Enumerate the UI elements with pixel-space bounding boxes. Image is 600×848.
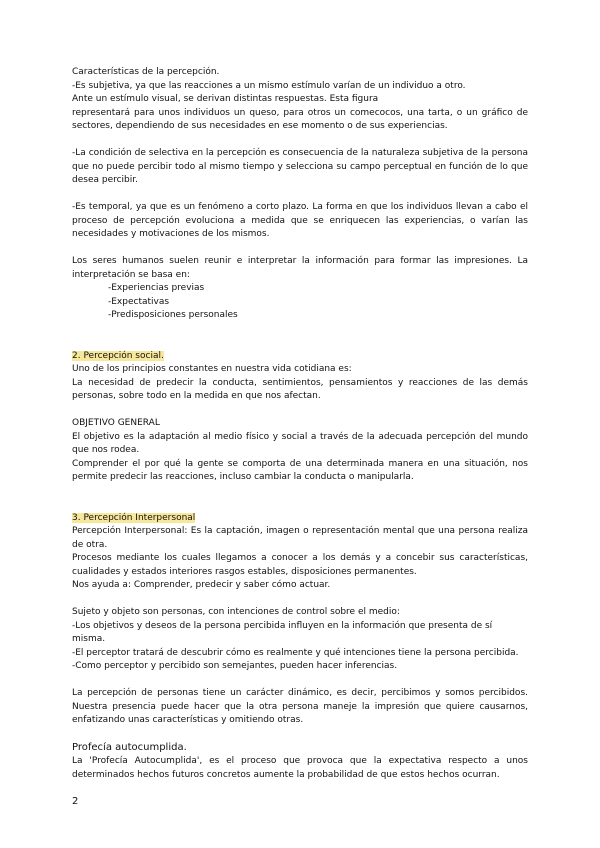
paragraph: El objetivo es la adaptación al medio físico y social a través de la adecuada percepción del mundo que nos rodea. [72, 431, 528, 455]
text-line: -Como perceptor y percibido son semejantes, pueden hacer inferencias. [72, 661, 398, 671]
list-item: -Predisposiciones personales [108, 310, 238, 320]
section-characteristics-title: Características de la percepción. [72, 67, 220, 77]
text-line: -Es subjetiva, ya que las reacciones a un mismo estímulo varían de un individuo a otro. [72, 80, 466, 91]
paragraph: -La condición de selectiva en la percepción es consecuencia de la naturaleza subjetiva de la persona que no puede percibir todo al mismo tiempo y selecciona su campo perceptual en función de lo que desea percibir. [72, 148, 528, 185]
paragraph: Los seres humanos suelen reunir e interpretar la información para formar las impresiones. La interpretación se basa en: [72, 256, 528, 280]
paragraph: La percepción de personas tiene un carácter dinámico, es decir, percibimos y somos percibidos. Nuestra presencia puede hacer que la otra persona maneje la impresión que quiere causarnos, enfatizando unas características y omitiendo otras. [72, 688, 528, 725]
paragraph: -Es temporal, ya que es un fenómeno a corto plazo. La forma en que los individuos llevan a cabo el proceso de percepción evoluciona a medida que se enriquecen las experiencias, o varían las necesidades y motivaciones de los mismos. [72, 202, 528, 239]
paragraph: Comprender el por qué la gente se comporta de una determinada manera en una situación, nos permite predecir las reacciones, incluso cambiar la conducta o manipularla. [72, 458, 528, 482]
objective-title: OBJETIVO GENERAL [72, 418, 160, 428]
page-number: 2 [72, 796, 79, 807]
text-line: Uno de los principios constantes en nuestra vida cotidiana es: [72, 364, 352, 374]
list-item: -Experiencias previas [108, 283, 205, 293]
paragraph: La necesidad de predecir la conducta, sentimientos, pensamientos y reacciones de las demás personas, sobre todo en la medida en que nos afectan. [72, 377, 528, 401]
paragraph: representará para unos individuos un queso, para otros un comecocos, una tarta, o un gráfico de sectores, dependiendo de sus necesidades en ese momento o de sus experiencias. [72, 107, 528, 131]
text-line: -Los objetivos y deseos de la persona percibida influyen en la información que presenta de sí misma. [72, 620, 493, 644]
document-page [72, 66, 528, 782]
list-item: -Expectativas [108, 296, 170, 307]
section-prophecy-title: Profecía autocumplida. [72, 742, 187, 753]
text-line: Nos ayuda a: Comprender, predecir y saber cómo actuar. [72, 580, 331, 590]
text-line: Sujeto y objeto son personas, con intenciones de control sobre el medio: [72, 607, 400, 617]
paragraph: La 'Profecía Autocumplida', es el proceso que provoca que la expectativa respecto a unos determinados hechos futuros concretos aumente la probabilidad de que estos hechos ocurran. [72, 756, 528, 780]
text-line: Ante un estímulo visual, se derivan distintas respuestas. Esta figura [72, 94, 379, 104]
section-interpersonal-title: 3. Percepción Interpersonal [72, 512, 196, 523]
section-social-title: 2. Percepción social. [72, 350, 164, 361]
paragraph: Percepción Interpersonal: Es la captación, imagen o representación mental que una persona realiza de otra. [72, 526, 528, 550]
text-line: -El perceptor tratará de descubrir cómo es realmente y qué intenciones tiene la persona percibida. [72, 647, 519, 658]
paragraph: Procesos mediante los cuales llegamos a conocer a los demás y a concebir sus características, cualidades y estados interiores rasgos estables, disposiciones permanentes. [72, 553, 528, 577]
